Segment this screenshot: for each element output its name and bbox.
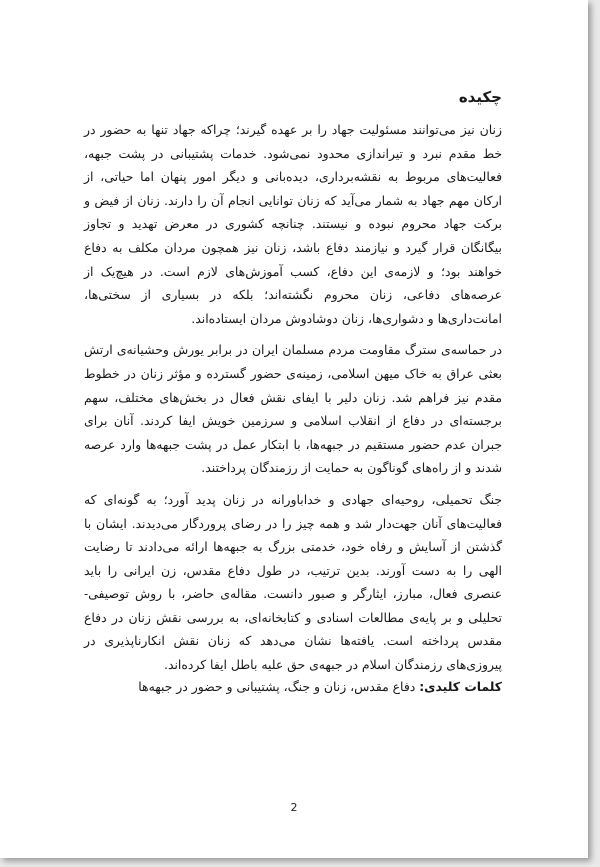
abstract-paragraph-3: جنگ تحمیلی، روحیه‌ای جهادی و خداباورانه در زنان پدید آورد؛ به گونه‌ای که فعالیت‌های آنان جهت‌دار شد و همه چیز را در رضای پروردگار می‌دیدند. ایشان با گذشتن از آسایش و رفاه خود، خدمتی بزرگ به جبهه‌ها ارائه می‌دادند تا رضایت الهی را به دست آورند. بدین ترتیب، در طول دفاع مقدس، زن ایرانی را باید عنصری فعال، مبارز، ایثارگر و صبور دانست. مقاله‌ی حاضر، با روش توصیفی-تحلیلی و بر پایه‌ی مطالعات اسنادی و کتابخانه‌ای، به بررسی نقش زنان در دفاع مقدس پرداخته است. یافته‌ها نشان می‌دهد که زنان نقش انکارناپذیری در پیروزی‌های رزمندگان اسلام در جبهه‌ی حق علیه باطل ایفا کرده‌اند. [84,491,502,673]
keywords-line [84,676,502,698]
abstract-paragraph-1: زنان نیز می‌توانند مسئولیت جهاد را بر عهده گیرند؛ چراکه جهاد تنها به حضور در خط مقدم نبرد و تیراندازی محدود نمی‌شود. خدمات پشتیبانی در پشت جبهه، فعالیت‌های مربوط به نقشه‌برداری، دیده‌بانی و دیگر امور پنهان اما حیاتی، از ارکان مهم جهاد به شمار می‌آید که زنان توانایی انجام آن را دارند. زنان از فیض و برکت جهاد محروم نبوده و نیستند. چنانچه کشوری در معرض تهدید و تجاوز بیگانگان قرار گیرد و نیازمند دفاع باشد، زنان نیز همچون مردان مکلف به دفاع خواهند بود؛ و لازمه‌ی این دفاع، کسب آموزش‌های لازم است. در هیچ‌یک از عرصه‌های دفاعی، زنان محروم نگشته‌اند؛ بلکه در بسیاری از سختی‌ها، امانت‌داری‌ها و دشواری‌ها، زنان دوشادوش مردان ایستاده‌اند. [84,122,502,326]
abstract-heading: چکیده [458,88,502,106]
keywords-label: کلمات کلیدی: [419,679,502,694]
abstract-paragraph-2: در حماسه‌ی سترگ مقاومت مردم مسلمان ایران در برابر یورش وحشیانه‌ی ارتش بعثی عراق به خاک میهن اسلامی، زمینه‌ی حضور گسترده و مؤثر زنان در خطوط مقدم نیز فراهم شد. زنان دلیر با ایفای نقش فعال در بخش‌های مختلف، سهم برجسته‌ای در دفاع از انقلاب اسلامی و سرزمین خویش ایفا کردند. آنان برای جبران عدم حضور مستقیم در جبهه‌ها، با ابتکار عمل در پشت جبهه‌ها وارد عرصه شدند و از راه‌های گوناگون به حمایت از رزمندگان پرداختند. [84,342,502,476]
abstract-section [84,88,502,685]
page-number: 2 [290,801,298,814]
keywords-text: دفاع مقدس، زنان و جنگ، پشتیبانی و حضور در جبهه‌ها [138,679,416,694]
